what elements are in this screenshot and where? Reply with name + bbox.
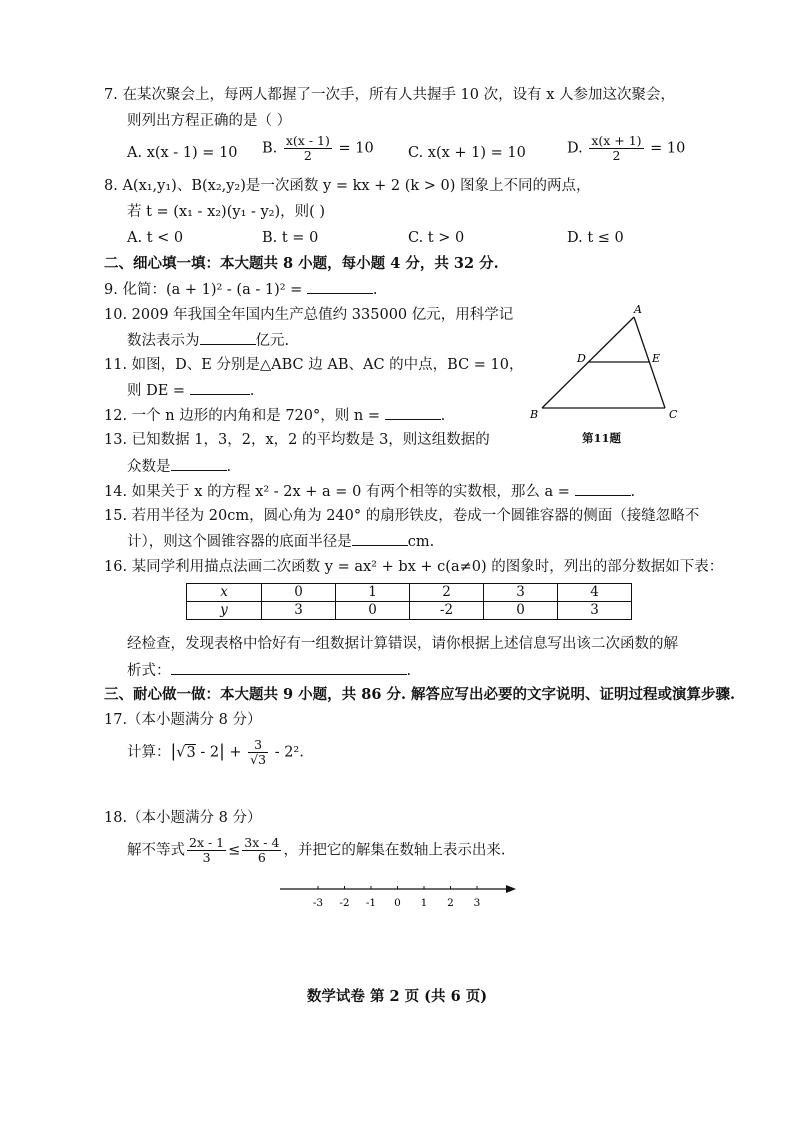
q9 <box>104 279 378 300</box>
number-line-arrow-icon <box>506 885 516 893</box>
q8-option-a: A. t < 0 <box>127 230 184 246</box>
q7-option-d-numerator: x(x + 1) <box>591 133 642 148</box>
table-cell: 0 <box>484 602 558 620</box>
q10-line2 <box>127 330 289 351</box>
q17-sqrt-arg: 3 <box>186 744 196 761</box>
q13-end: . <box>226 459 232 475</box>
number-line-tick-label: 2 <box>447 897 454 909</box>
q8-line2: 若 t = (x₁ - x₂)(y₁ - y₂)，则( ) <box>127 204 326 220</box>
table-cell: 4 <box>558 584 632 602</box>
q7-option-b-fraction <box>284 134 332 163</box>
q18-statement <box>127 836 506 865</box>
q18-relation: ≤ <box>228 842 241 859</box>
q15-unit: cm. <box>407 534 435 550</box>
page-footer: 数学试卷 第 2 页 (共 6 页) <box>306 988 488 1005</box>
q7-option-c: C. x(x + 1) = 10 <box>408 145 526 161</box>
q13-line2 <box>127 456 231 477</box>
q8-option-d: D. t ≤ 0 <box>567 230 624 246</box>
q7-option-a: A. x(x - 1) = 10 <box>127 145 238 161</box>
q16-line3 <box>127 660 411 681</box>
number-line-tick-label: 0 <box>394 897 401 909</box>
q17-sqrt-symbol: √ <box>176 744 186 761</box>
q16-line2: 经检查，发现表格中恰好有一组数据计算错误，请你根据上述信息写出该二次函数的解 <box>127 636 678 652</box>
q16-line1: 16. 某同学利用描点法画二次函数 y = ax² + bx + c(a≠0) 的图象时，列出的部分数据如下表： <box>104 559 724 575</box>
q8-option-b: B. t = 0 <box>262 230 319 246</box>
q7-option-b-tail: = 10 <box>338 140 374 157</box>
q7-option-d-denominator: 2 <box>612 148 621 163</box>
q18-right-numerator: 3x - 4 <box>244 835 280 850</box>
q18-prefix: 解不等式 <box>127 842 185 859</box>
q13-line2-text: 众数是 <box>127 459 171 475</box>
q14-end: . <box>630 484 636 500</box>
q7-option-b-label: B. <box>262 140 278 157</box>
number-line <box>276 878 520 918</box>
q12-end: . <box>440 408 446 424</box>
q16-line3-text: 析式： <box>127 663 171 679</box>
table-cell: 0 <box>262 584 336 602</box>
q18-right-denominator: 6 <box>257 850 266 865</box>
q11-end: . <box>249 383 255 399</box>
q18-left-denominator: 3 <box>202 850 211 865</box>
q8-line1: 8. A(x₁,y₁)、B(x₂,y₂)是一次函数 y = kx + 2 (k > 0) 图象上不同的两点， <box>104 178 591 194</box>
q17-abs-open: | <box>170 741 177 762</box>
q14-text: 14. 如果关于 x 的方程 x² - 2x + a = 0 有两个相等的实数根，那么 a = <box>104 484 570 500</box>
q7-option-b-denominator: 2 <box>303 148 312 163</box>
table-cell: 2 <box>410 584 484 602</box>
q7-option-d-fraction <box>589 134 643 163</box>
figure-11-caption: 第11题 <box>582 431 622 445</box>
table-header-y: y <box>187 602 262 620</box>
q17-prefix: 计算： <box>127 744 171 761</box>
table-cell: 3 <box>484 584 558 602</box>
q10-answer-blank <box>200 330 256 345</box>
table-header-x: x <box>187 584 262 602</box>
q9-text: 9. 化简：(a + 1)² - (a - 1)² = <box>104 282 303 298</box>
q16-end: . <box>406 663 412 679</box>
q11-line2-text: 则 DE = <box>127 383 186 399</box>
table-cell: 1 <box>336 584 410 602</box>
table-cell: 0 <box>336 602 410 620</box>
q10-line2-text: 数法表示为 <box>127 333 200 349</box>
table-row <box>187 602 632 620</box>
q9-end: . <box>372 282 378 298</box>
q15-answer-blank <box>352 531 408 546</box>
q10-line1: 10. 2009 年我国全年国内生产总值约 335000 亿元，用科学记 <box>104 307 514 323</box>
label-a: A <box>634 303 642 316</box>
q17-fraction <box>248 738 268 767</box>
q13-answer-blank <box>171 456 227 471</box>
label-c: C <box>669 408 678 421</box>
q18-left-fraction <box>187 836 226 865</box>
number-line-tick-label: 1 <box>420 897 428 909</box>
q18-tail: ，并把它的解集在数轴上表示出来. <box>283 842 506 859</box>
number-line-tick-label: -2 <box>339 897 350 909</box>
q14-answer-blank <box>575 481 631 496</box>
table-cell: 3 <box>262 602 336 620</box>
q15-line2-text: 计），则这个圆锥容器的底面半径是 <box>127 534 352 550</box>
q11-line2 <box>127 380 254 401</box>
q7-option-b <box>262 134 374 163</box>
section-2-heading: 二、细心填一填：本大题共 8 小题，每小题 4 分，共 32 分. <box>104 255 499 272</box>
q7-option-b-numerator: x(x - 1) <box>285 133 330 148</box>
table-row <box>187 584 632 602</box>
number-line-tick-label: -3 <box>312 897 324 909</box>
q18-title: 18.（本小题满分 8 分） <box>104 810 262 826</box>
number-line-tick-label: -1 <box>365 897 377 909</box>
q12 <box>104 405 445 426</box>
section-3-heading: 三、耐心做一做：本大题共 9 小题，共 86 分. 解答应写出必要的文字说明、证明过程或演算步骤. <box>104 686 736 703</box>
q18-right-fraction <box>242 836 281 865</box>
q17-abs-tail: - 2 <box>195 744 220 761</box>
q7-line1: 7. 在某次聚会上，每两人都握了一次手，所有人共握手 10 次，设有 x 人参加这次聚会， <box>104 87 676 103</box>
label-b: B <box>530 408 539 421</box>
q17-fraction-denominator: √3 <box>250 752 267 767</box>
q17-title: 17.（本小题满分 8 分） <box>104 712 262 728</box>
q12-text: 12. 一个 n 边形的内角和是 720°，则 n = <box>104 408 380 424</box>
q7-option-d-tail: = 10 <box>650 140 686 157</box>
q15-line2 <box>127 531 434 552</box>
q17-expression <box>127 738 304 767</box>
q17-plus: + <box>224 744 247 761</box>
q10-line2-unit: 亿元. <box>255 333 290 349</box>
label-d: D <box>577 352 586 365</box>
number-line-tick-label: 3 <box>473 897 481 909</box>
q13-line1: 13. 已知数据 1，3，2，x，2 的平均数是 3，则这组数据的 <box>104 432 490 448</box>
label-e: E <box>652 352 661 365</box>
q18-left-numerator: 2x - 1 <box>189 835 225 850</box>
q16-answer-blank <box>171 660 407 675</box>
q14 <box>104 481 635 502</box>
q17-fraction-numerator: 3 <box>248 738 268 753</box>
q8-option-c: C. t > 0 <box>408 230 465 246</box>
q12-answer-blank <box>385 405 441 420</box>
table-cell: -2 <box>410 602 484 620</box>
q7-option-d-label: D. <box>567 140 583 157</box>
q15-line1: 15. 若用半径为 20cm，圆心角为 240° 的扇形铁皮，卷成一个圆锥容器的侧面（接缝忽略不 <box>104 508 700 524</box>
q11-answer-blank <box>190 380 250 395</box>
q9-answer-blank <box>307 279 373 294</box>
q11-line1: 11. 如图，D、E 分别是△ABC 边 AB、AC 的中点，BC = 10， <box>104 357 524 373</box>
q17-tail: - 2². <box>270 744 304 761</box>
q17-abs-close: | <box>219 741 225 762</box>
q7-option-d <box>567 134 685 163</box>
q16-value-table <box>186 583 632 620</box>
q7-line2: 则列出方程正确的是（ ） <box>127 113 292 129</box>
table-cell: 3 <box>558 602 632 620</box>
